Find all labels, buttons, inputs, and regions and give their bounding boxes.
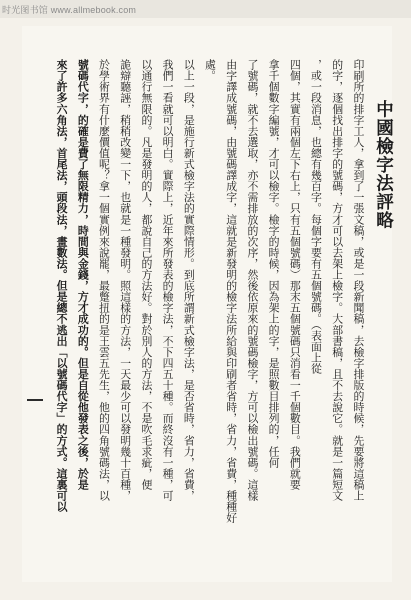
- text-column: 我們一看就可以明白。實際上，近年來所發表的檢字法，不下四五十種。而終沒有一種，可: [161, 59, 175, 501]
- text-column: 處。: [203, 59, 217, 82]
- top-strip: [0, 0, 411, 18]
- text-column: 印刷所的排字工人，拿到了一張文稿，或是一段新聞稿，去檢字排版的時候，先要將這稿上: [351, 59, 365, 501]
- page-marker: [27, 399, 43, 401]
- text-column: 由字譯成號碼，由號碼譯成字，這就是新發明的檢字法所給與印刷者省時，省力，省費，種種好: [224, 59, 238, 524]
- text-column: 於學術界有什麼價值呢？拿一個實例來說罷，最蹩扭的是王雲五先生，他的四角號碼法，以: [97, 59, 111, 501]
- text-column: 的字，逐個找出排字的號碼，方才可以去架上檢字。大部書稿，且不去說它。就是一篇短文: [330, 59, 344, 501]
- text-column: ，或一段消息，也總有幾百字。每個字要有五個號碼。（表面上從: [309, 59, 323, 374]
- text-column: 拿千個數字編號，才可以檢字。檢字的時候，因為架上的字，是照數目排列的，任何: [267, 59, 281, 468]
- text-column: 號碼代字，的確是費了無限精力，時間與金錢，方才成功的。但是自從他發表之後，於是: [76, 59, 90, 490]
- text-column: 以通行無限的。凡是發明的人，都說自己的方法好。對於別人的方法，不是吹毛求疵，便: [139, 59, 153, 490]
- text-column: 來了許多六角法，首尾法，頭段法，畫數法。但是總不逃出「以號碼代字」的方式。這裏可以: [55, 59, 69, 513]
- text-column: 以上一段，是施行新式檢字法的實際情形。到底所謂新式檢字法，是否省時，省力，省費，: [182, 59, 196, 501]
- watermark: 时光图书馆 www.allmebook.com: [2, 5, 137, 15]
- page-title: 中國檢字法評略: [373, 100, 394, 230]
- text-column: 四個，其實有兩個左下右上，只有五個號碼）那末五個號碼只消看一千個數目。我們就要: [288, 59, 302, 490]
- text-column: 詭辯聽誣，稍稍改變一下，也就是一種發明。照這樣的方法，一天最少可以發明幾十百種，: [118, 59, 132, 501]
- text-column: 了號碼，就不去選取，亦不需排放的次序，然後依原來的號碼檢字，方可以檢出號碼。這樣: [245, 59, 259, 501]
